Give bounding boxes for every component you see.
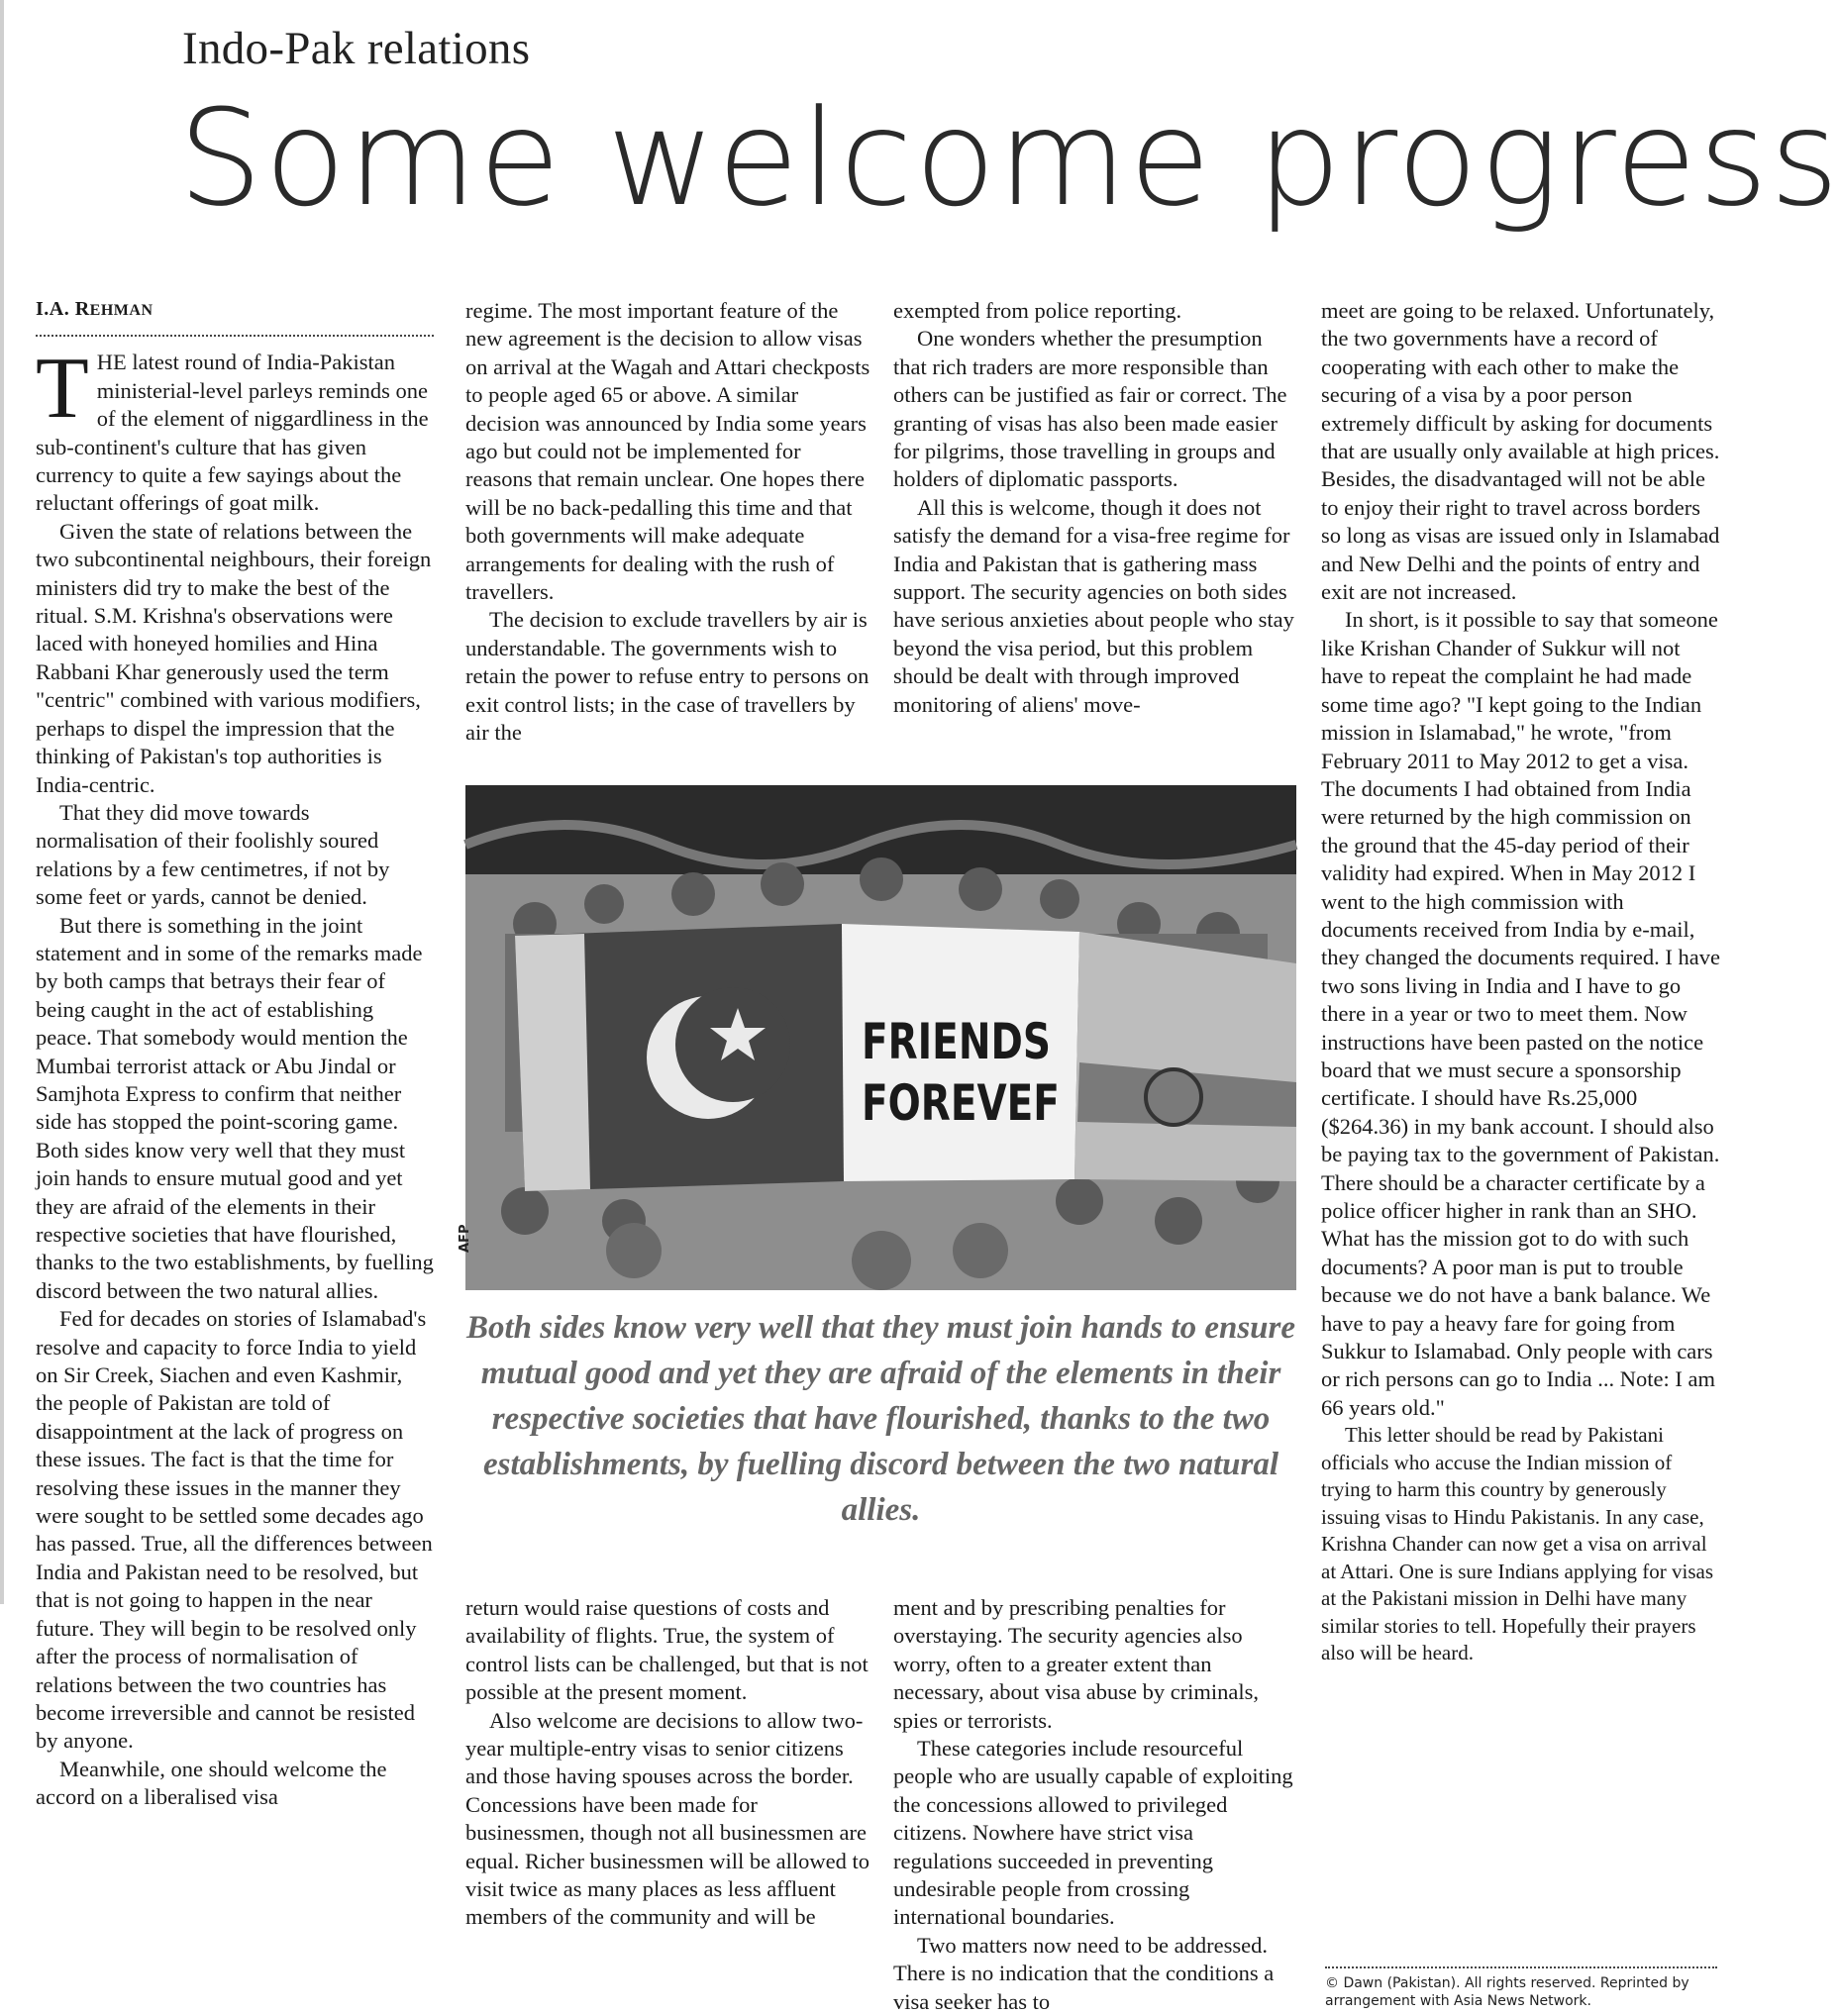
photo-credit: AFP — [458, 1224, 472, 1253]
banner-text — [862, 1011, 1060, 1134]
paragraph: exempted from police reporting. — [893, 298, 1182, 323]
banner-line-1: FRIENDS — [862, 1013, 1051, 1070]
paragraph: Two matters now need to be addressed. There is no indication that the conditions a visa seeker has to — [893, 1932, 1275, 2014]
paragraph: Fed for decades on stories of Islamabad's resolve and capacity to force India to yield on Sir Creek, Siachen and even Kashmir, the people of Pakistan are told of disappointment at the lack of progress on these issues. The fact is that the time for resolving these issues in the manner they were sought to be settled some decades ago has passed. True, all the differences between India and Pakistan need to be resolved, but that is not going to happen in the near future. They will begin to be resolved only after the process of normalisation of relations between the two countries has become irreversible and cannot be resisted by anyone. — [36, 1306, 433, 1754]
end-rule — [1325, 1966, 1717, 1968]
page-edge — [0, 0, 4, 1604]
paragraph: meet are going to be relaxed. Unfortunately, the two governments have a record of cooperating with each other to make the securing of a visa by a poor person extremely difficult by asking for documents that are usually only available at high prices. Besides, the disadvantaged will not be able to enjoy their right to travel across borders so long as visas are issued only in Islamabad and New Delhi and the points of entry and exit are not increased. — [1321, 298, 1720, 605]
column-3-top — [893, 297, 1296, 719]
paragraph: ment and by prescribing penalties for overstaying. The security agencies also worry, often to a greater extent than necessary, about visa abuse by criminals, spies or terrorists. — [893, 1595, 1260, 1733]
paragraph: regime. The most important feature of the new agreement is the decision to allow visas on arrival at the Wagah and Attari checkposts to people aged 65 or above. A similar decision was announced by India some years ago but could not be implemented for reasons that remain unclear. One hopes there will be no back-pedalling this time and that both governments will make adequate arrangements for dealing with the rush of travellers. — [465, 298, 870, 605]
paragraph: But there is something in the joint statement and in some of the remarks made by both camps that betrays their fear of being caught in the act of establishing peace. That somebody would mention the Mumbai terrorist attack or Abu Jindal or Samjhota Express to confirm that neither side has stopped the point-scoring game. Both sides know very well that they must join hands to ensure mutual good and yet they are afraid of the elements in their respective societies that have flourished, thanks to the two establishments, by fuelling discord between the two natural allies. — [36, 912, 434, 1303]
paragraph: These categories include resourceful people who are usually capable of exploiting the concessions allowed to privileged citizens. Nowhere have strict visa regulations succeeded in preventing undesirable people from crossing international boundaries. — [893, 1736, 1293, 1930]
paragraph: Given the state of relations between the two subcontinental neighbours, their foreign ministers did try to make the best of the ritual. S.M. Krishna's observations were laced with honeyed homilies and Hina Rabbani Khar generously used the term "centric" combined with various modifiers, perhaps to dispel the impression that the thinking of Pakistan's top authorities is India-centric. — [36, 518, 432, 797]
paragraph: All this is welcome, though it does not satisfy the demand for a visa-free regime for India and Pakistan that is gathering mass support. The security agencies on both sides have serious anxieties about people who stay beyond the visa period, but this problem should be dealt with through improved monitoring of aliens' move- — [893, 494, 1294, 717]
column-3-bottom — [893, 1594, 1296, 2016]
photo-fans-with-flags — [458, 785, 1296, 1290]
paragraph: The decision to exclude travellers by air is understandable. The governments wish to retain the power to refuse entry to persons on exit control lists; in the case of travellers by air the — [465, 607, 869, 746]
banner-line-2: FOREVEF — [862, 1074, 1060, 1132]
column-4 — [1321, 297, 1721, 1667]
byline-rule — [36, 335, 434, 337]
column-2-bottom — [465, 1594, 871, 1932]
copyright-note: © Dawn (Pakistan). All rights reserved. Reprinted by arrangement with Asia News Network. — [1325, 1975, 1689, 2009]
paragraph: This letter should be read by Pakistani officials who accuse the Indian mission of trying to harm this country by generously issuing visas to Hindu Pakistanis. In any case, Krishna Chander can now get a visa on arrival at Attari. One is sure Indians applying for visas at the Pakistani mission in Delhi have many similar stories to tell. Hopefully their prayers also will be heard. — [1321, 1423, 1714, 1665]
paragraph: Also welcome are decisions to allow two-year multiple-entry visas to senior citizens and those having spouses across the border. Concessions have been made for businessmen, though not all businessmen are equal. Richer businessmen will be allowed to visit twice as many places as less affluent members of the community and will be — [465, 1707, 870, 1930]
section-kicker: Indo-Pak relations — [182, 23, 531, 74]
paragraph: One wonders whether the presumption that rich traders are more responsible than others can be justified as fair or correct. The granting of visas has also been made easier for pilgrims, those travelling in groups and holders of diplomatic passports. — [893, 326, 1287, 492]
paragraph: return would raise questions of costs and availability of flights. True, the system of control lists can be challenged, but that is not possible at the present moment. — [465, 1595, 869, 1705]
drop-cap: T — [36, 341, 89, 438]
paragraph: THE latest round of India-Pakistan ministerial-level parleys reminds one of the element of niggardliness in the sub-continent's culture that has given currency to quite a few sayings about the reluctant offerings of goat milk. — [36, 341, 429, 516]
paragraph: In short, is it possible to say that someone like Krishan Chander of Sukkur will not have to repeat the complaint he had made some time ago? "I kept going to the Indian mission in Islamabad," he wrote, "from February 2011 to May 2012 to get a visa. The documents I had obtained from India were returned by the high commission on the ground that the 45-day period of their validity had expired. When in May 2012 I went to the high commission with documents received from India by e-mail, they changed the documents required. I have two sons living in India and I have to go there in a year or two to meet them. Now instructions have been pasted on the notice board that we must secure a sponsorship certificate. I should have Rs.25,000 ($264.36) in my bank account. I should also be paying tax to the government of Pakistan. There should be a character certificate by a police officer higher in rank than an SHO. What has the mission got to do with such documents? A poor man is put to trouble because we do not have a bank balance. We have to pay a heavy fare for going from Sukkur to Islamabad. Only people with cars or rich persons can go to India ... Note: I am 66 years old." — [1321, 607, 1720, 1420]
column-1 — [36, 295, 434, 1812]
byline: I.A. REHMAN — [36, 298, 153, 320]
column-2-top — [465, 297, 871, 748]
pull-quote: Both sides know very well that they must join hands to ensure mutual good and yet they are afraid of the elements in their respective societies that have flourished, thanks to the two establishments, by fuelling discord between the two natural allies. — [465, 1310, 1296, 1528]
paragraph: Meanwhile, one should welcome the accord on a liberalised visa — [36, 1756, 387, 1810]
headline: Some welcome progress — [178, 81, 1841, 236]
paragraph: That they did move towards normalisation of their foolishly soured relations by a few centimetres, if not by some feet or yards, cannot be denied. — [36, 799, 390, 910]
